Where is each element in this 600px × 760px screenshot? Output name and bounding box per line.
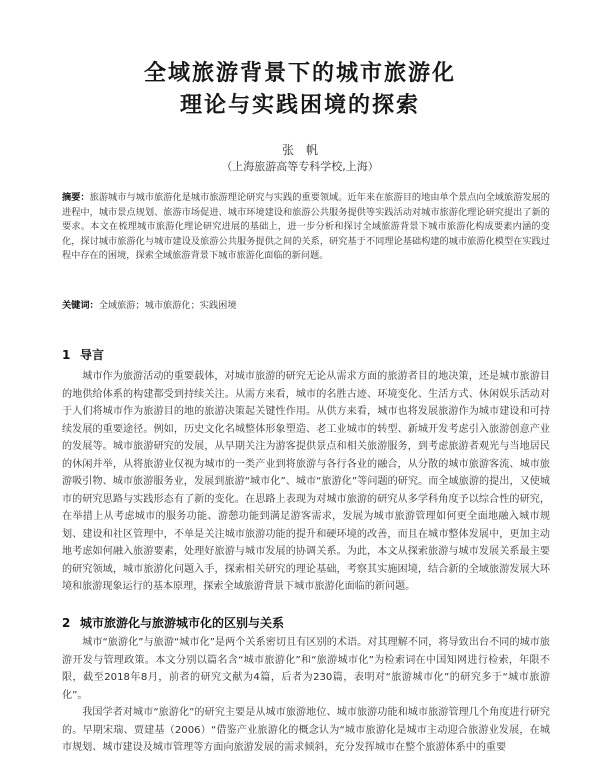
section-2-paragraph-1: 城市“旅游化”与旅游“城市化”是两个关系密切且有区别的术语。对其理解不同，将导致出台不同的城市旅游开发与管理政策。本文分别以篇名含“城市旅游化”和“旅游城市化”为检索词在中国知网进行检索，年限不限，截至2018年8月，前者的研究文献为4篇，后者为230篇，表明对“旅游城市化”的研究多于“城市旅游化”。 — [62, 637, 550, 701]
section-1-paragraph: 城市作为旅游活动的重要载体，对城市旅游的研究无论从需求方面的旅游者目的地决策，还是城市旅游目的地供给体系的构建都受到持续关注。从需方来看，城市的名胜古迹、环境变化、生活方式、休闲娱乐活动对于人们将城市作为旅游目的地的旅游决策起关键性作用。从供方来看，城市也将发展旅游作为城市建设和可持续发展的重要途径。例如，历史文化名城整体形象塑造、老工业城市的转型、新城开发考虑引入旅游创意产业的发展等。城市旅游研究的发展，从早期关注为游客提供景点和相关旅游服务，到考虑旅游者观光与当地居民的休闲并举，从将旅游业仅视为城市的一类产业到将旅游与各行各业的融合，从分散的城市旅游客流、城市旅游吸引物、城市旅游服务业，发展到旅游“城市化”、城市“旅游化”等问题的研究。而全域旅游的提出，又使城市的研究思路与实践形态有了新的变化。在思路上表现为对城市旅游的研究从多学科角度予以综合性的研究，在举措上从考虑城市的服务功能、游憩功能到满足游客需求，发展为城市旅游管理如何更全面地融入城市规划、建设和社区管理中，不单是关注城市旅游功能的提升和硬环境的改善，而且在城市整体发展中，更加主动地考虑如何融入旅游要素，处理好旅游与城市发展的协调关系。为此，本文从探索旅游与城市发展关系最主要的研究领域，城市旅游化问题入手，探索相关研究的理论基础，考察其实施困境，结合新的全域旅游发展大环境和旅游现象运行的基本原理，探索全域旅游背景下城市旅游化面临的新问题。 — [62, 371, 550, 592]
section-1-number: 1 — [62, 348, 71, 362]
abstract — [62, 191, 550, 264]
section-1-heading — [62, 346, 104, 363]
author-name: 张 帆 — [281, 143, 318, 157]
abstract-text: 旅游城市与城市旅游化是城市旅游理论研究与实践的重要领域。近年来在旅游目的地由单个景点向全域旅游发展的进程中，城市景点规划、旅游市场促进、城市环境建设和旅游公共服务提供等实践活动对城市旅游化理论研究提出了新的要求。本文在梳理城市旅游化理论研究进展的基础上，进一步分析和探讨全域旅游背景下城市旅游化构成要素内涵的变化，探讨城市旅游化与城市建设及旅游公共服务提供之间的关系，研究基于不同理论基础构建的城市旅游化模型在实践过程中存在的困境，探索全域旅游背景下城市旅游化面临的新问题。 — [62, 192, 550, 261]
section-2-heading — [62, 614, 284, 631]
section-2-number: 2 — [62, 616, 71, 630]
section-2-title: 城市旅游化与旅游城市化的区别与关系 — [80, 616, 285, 630]
keywords-label: 关键词： — [62, 300, 99, 311]
section-2-body — [62, 634, 550, 757]
abstract-label: 摘要： — [62, 192, 90, 203]
keywords — [62, 297, 550, 311]
paper-title-line-2: 理论与实践困境的探索 — [179, 92, 420, 118]
keywords-text: 全域旅游；城市旅游化；实践困境 — [98, 300, 237, 311]
paper-title-line-1: 全域旅游背景下的城市旅游化 — [143, 60, 456, 86]
author-affiliation: （上海旅游高等专科学校,上海） — [221, 160, 379, 173]
section-1-body — [62, 368, 550, 596]
section-1-title: 导言 — [80, 348, 105, 362]
section-2-paragraph-2: 我国学者对城市“旅游化”的研究主要是从城市旅游地位、城市旅游功能和城市旅游管理几个角度进行研究的。早期宋瑞、贾建基（2006）“借鉴产业旅游化的概念认为“城市旅游化是城市主动迎合旅游业发展，在城市规划、城市建设及城市管理等方面向旅游发展的需求倾斜，充分发挥城市在整个旅游体系中的重要 — [62, 707, 550, 753]
